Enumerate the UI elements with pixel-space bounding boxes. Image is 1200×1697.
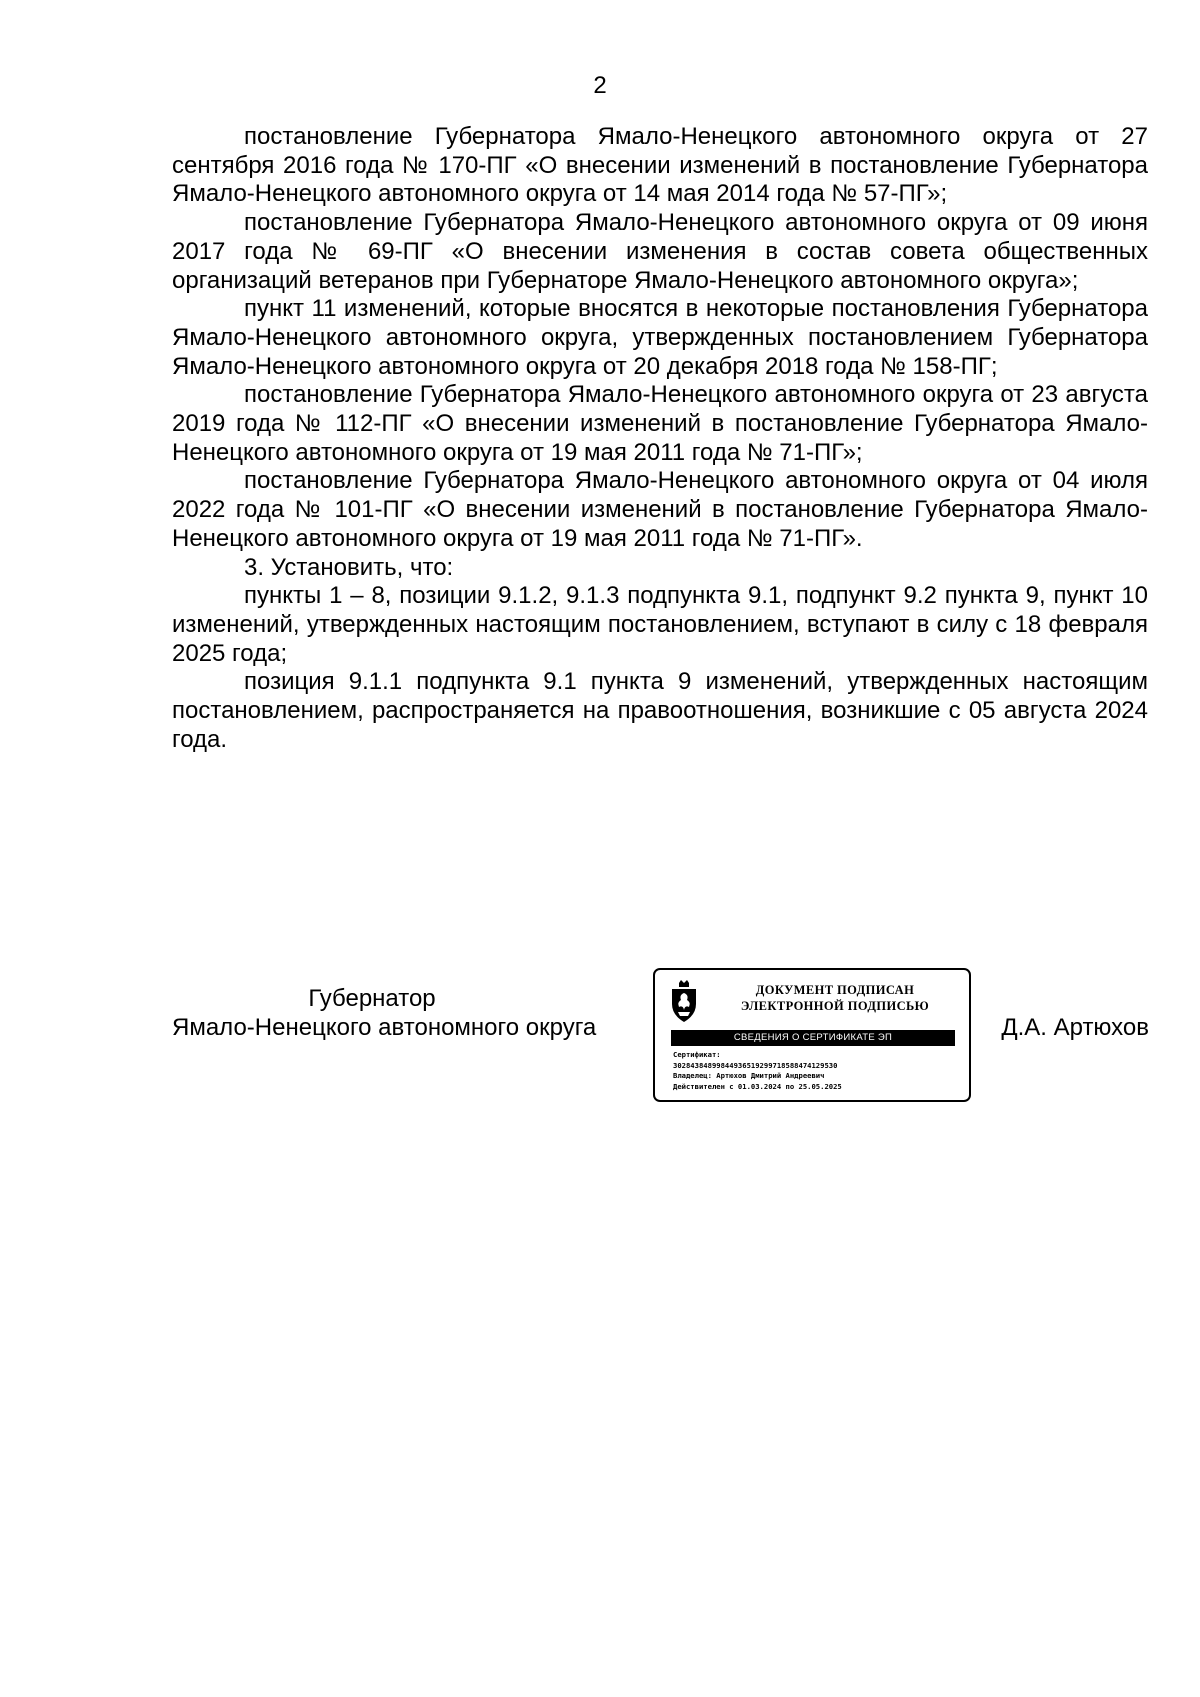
document-body — [172, 123, 1148, 754]
coat-of-arms-icon — [667, 980, 701, 1024]
signatory-name: Д.А. Артюхов — [1001, 1014, 1149, 1041]
signatory-position: Губернатор — [308, 985, 436, 1012]
stamp-title-line: ДОКУМЕНТ ПОДПИСАН — [755, 983, 915, 997]
electronic-signature-stamp — [653, 968, 971, 1102]
certificate-details — [673, 1050, 958, 1092]
stamp-title-line: ЭЛЕКТРОННОЙ ПОДПИСЬЮ — [740, 999, 930, 1013]
page-number: 2 — [593, 72, 607, 99]
certificate-owner: Владелец: Артюхов Дмитрий Андреевич — [673, 1071, 825, 1080]
paragraph: постановление Губернатора Ямало-Ненецкого автономного округа от 23 августа 2019 года № 112-ПГ «О внесении изменений в постановление Губернатора Ямало-Ненецкого автономного округа от 19 мая 2011 года № 71-ПГ»; — [172, 381, 1148, 466]
certificate-number: 30284384899844936519299718588474129530 — [673, 1060, 838, 1070]
certificate-validity: Действителен с 01.03.2024 по 25.05.2025 — [673, 1081, 842, 1091]
certificate-label: Сертификат: — [673, 1050, 721, 1059]
certificate-info-bar: СВЕДЕНИЯ О СЕРТИФИКАТЕ ЭП — [671, 1030, 955, 1046]
paragraph: пункт 11 изменений, которые вносятся в некоторые постановления Губернатора Ямало-Ненецкого автономного округа, утвержденных постановлением Губернатора Ямало-Ненецкого автономного округа от 20 декабря 2018 года № 158-ПГ; — [172, 295, 1148, 380]
paragraph: позиция 9.1.1 подпункта 9.1 пункта 9 изменений, утвержденных настоящим постановлением, распространяется на правоотношения, возникшие с 05 августа 2024 года. — [172, 668, 1148, 753]
paragraph: постановление Губернатора Ямало-Ненецкого автономного округа от 27 сентября 2016 года № 170-ПГ «О внесении изменений в постановление Губернатора Ямало-Ненецкого автономного округа от 14 мая 2014 года № 57-ПГ»; — [172, 123, 1148, 208]
paragraph: постановление Губернатора Ямало-Ненецкого автономного округа от 09 июня 2017 года № 69-ПГ «О внесении изменения в состав совета общественных организаций ветеранов при Губернаторе Ямало-Ненецкого автономного округа»; — [172, 209, 1148, 294]
section-heading: 3. Установить, что: — [244, 553, 454, 581]
signatory-title — [172, 985, 632, 1042]
paragraph: пункты 1 – 8, позиции 9.1.2, 9.1.3 подпункта 9.1, подпункт 9.2 пункта 9, пункт 10 изменений, утвержденных настоящим постановлением, вступают в силу с 18 февраля 2025 года; — [172, 582, 1148, 667]
stamp-title — [715, 982, 955, 1014]
paragraph: постановление Губернатора Ямало-Ненецкого автономного округа от 04 июля 2022 года № 101-ПГ «О внесении изменений в постановление Губернатора Ямало-Ненецкого автономного округа от 19 мая 2011 года № 71-ПГ». — [172, 467, 1148, 552]
signatory-region: Ямало-Ненецкого автономного округа — [172, 1013, 597, 1041]
